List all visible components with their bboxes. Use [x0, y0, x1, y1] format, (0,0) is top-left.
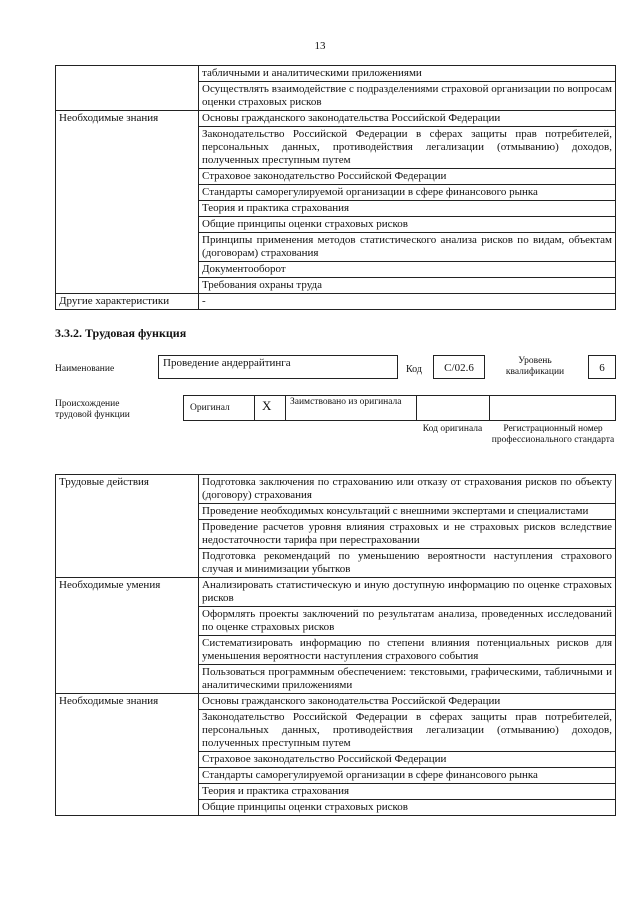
page-number: 13 — [314, 40, 326, 52]
level-label: Уровень квалификации — [505, 356, 565, 377]
table-row — [56, 694, 616, 710]
origin-label: Происхождение трудовой функции — [55, 399, 130, 420]
bottom-table — [55, 474, 616, 816]
row-item: Основы гражданского законодательства Российской Федерации — [199, 111, 616, 127]
row-item: Принципы применения методов статистического анализа рисков по видам, объектам (договорам) страхования — [199, 233, 616, 262]
row-item: Анализировать статистическую и иную доступную информацию по оценке страховых рисков — [199, 578, 616, 607]
table-row — [56, 294, 616, 310]
row-item: Законодательство Российской Федерации в сферах защиты прав потребителей, персональных данных, противодействия легализации (отмыванию) доходов, полученных преступным путем — [199, 710, 616, 752]
borrowed-label: Заимствовано из оригинала — [290, 397, 402, 407]
code-original-label: Код оригинала — [422, 424, 483, 434]
row-label: Трудовые действия — [56, 475, 199, 578]
row-label: Другие характеристики — [56, 294, 199, 310]
row-label — [56, 66, 199, 111]
row-item: Основы гражданского законодательства Российской Федерации — [199, 694, 616, 710]
original-label: Оригинал — [190, 403, 230, 413]
row-item: Подготовка рекомендаций по уменьшению вероятности наступления страхового случая и минимизации убытков — [199, 549, 616, 578]
level-value: 6 — [599, 362, 605, 374]
row-item: Стандарты саморегулируемой организации в сфере финансового рынка — [199, 768, 616, 784]
row-item: Осуществлять взаимодействие с подразделениями страховой организации по вопросам оценки страховых рисков — [199, 82, 616, 111]
row-item: Проведение расчетов уровня влияния страховых и не страховых рисков вследствие недостаточности тарифа при перестраховании — [199, 520, 616, 549]
row-label: Необходимые знания — [56, 111, 199, 294]
row-item: Систематизировать информацию по степени влияния потенциальных рисков для уменьшения вероятности наступления страхового события — [199, 636, 616, 665]
reg-number-label: Регистрационный номер профессионального стандарта — [491, 424, 615, 445]
divider — [254, 396, 255, 420]
row-item: Общие принципы оценки страховых рисков — [199, 217, 616, 233]
table-row — [56, 66, 616, 82]
row-item: Требования охраны труда — [199, 278, 616, 294]
row-item: Общие принципы оценки страховых рисков — [199, 800, 616, 816]
row-item: Стандарты саморегулируемой организации в сфере финансового рынка — [199, 185, 616, 201]
section-title: 3.3.2. Трудовая функция — [55, 326, 187, 340]
name-value-box — [158, 355, 398, 379]
row-item: Страховое законодательство Российской Федерации — [199, 169, 616, 185]
table-row — [56, 578, 616, 607]
name-value: Проведение андеррайтинга — [163, 357, 291, 369]
top-table — [55, 65, 616, 310]
row-item: Пользоваться программным обеспечением: текстовыми, графическими, табличными и аналитическими приложениями — [199, 665, 616, 694]
row-item: Страховое законодательство Российской Федерации — [199, 752, 616, 768]
divider — [416, 396, 417, 420]
row-label: Необходимые умения — [56, 578, 199, 694]
code-value-box — [433, 355, 485, 379]
row-item: Теория и практика страхования — [199, 784, 616, 800]
row-item: - — [199, 294, 616, 310]
original-mark: X — [262, 398, 272, 413]
table-row — [56, 111, 616, 127]
row-item: Законодательство Российской Федерации в сферах защиты прав потребителей, персональных данных, противодействия легализации (отмыванию) доходов, полученных преступным путем — [199, 127, 616, 169]
code-value: С/02.6 — [444, 362, 474, 374]
divider — [489, 396, 490, 420]
code-label: Код — [406, 364, 422, 375]
level-value-box — [588, 355, 616, 379]
row-item: Проведение необходимых консультаций с внешними экспертами и специалистами — [199, 504, 616, 520]
row-item: Подготовка заключения по страхованию или отказу от страхования рисков по объекту (договору) страхования — [199, 475, 616, 504]
row-item: Теория и практика страхования — [199, 201, 616, 217]
row-item: Оформлять проекты заключений по результатам анализа, проведенных исследований по оценке страховых рисков — [199, 607, 616, 636]
row-item: Документооборот — [199, 262, 616, 278]
table-row — [56, 475, 616, 504]
row-label: Необходимые знания — [56, 694, 199, 816]
divider — [285, 396, 286, 420]
row-item: табличными и аналитическими приложениями — [199, 66, 616, 82]
name-label: Наименование — [55, 364, 115, 374]
origin-row — [183, 395, 616, 421]
